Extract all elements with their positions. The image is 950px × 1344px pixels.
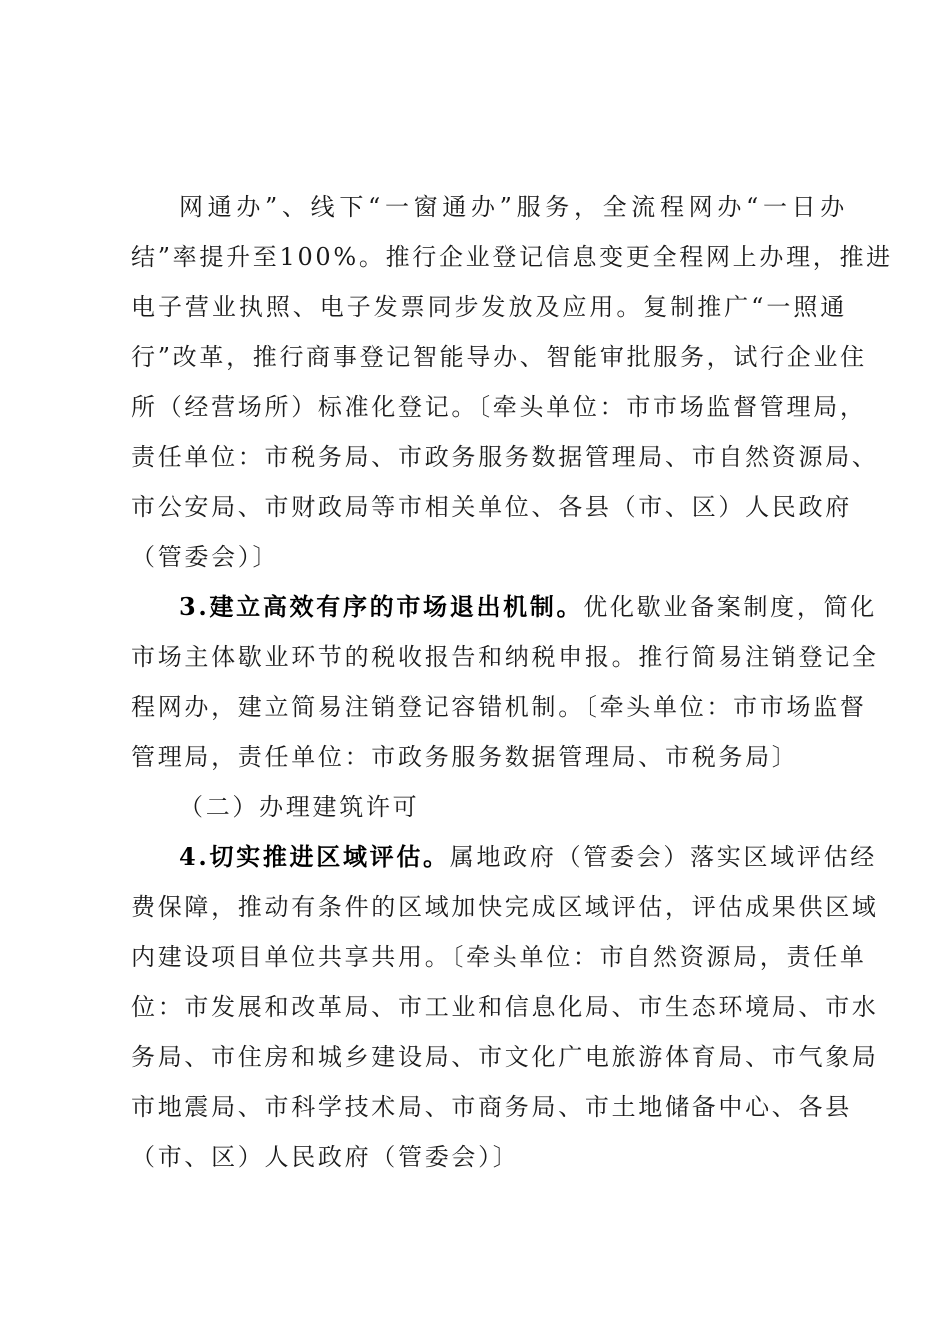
paragraph-line: 市地震局、市科学技术局、市商务局、市土地储备中心、各县 <box>131 1093 852 1121</box>
paragraph-line: 市公安局、市财政局等市相关单位、各县（市、区）人民政府 <box>131 493 852 521</box>
paragraph-line: 电子营业执照、电子发票同步发放及应用。复制推广“一照通 <box>131 293 847 321</box>
paragraph-line: 责任单位：市税务局、市政务服务数据管理局、市自然资源局、 <box>131 443 879 471</box>
paragraph-line: 管理局，责任单位：市政务服务数据管理局、市税务局〕 <box>131 743 799 771</box>
paragraph-line: 结”率提升至100%。推行企业登记信息变更全程网上办理，推进 <box>131 243 893 271</box>
item-4-first-line <box>179 837 877 877</box>
item-4-heading: 4.切实推进区域评估。 <box>179 842 450 871</box>
paragraph-line: 行”改革，推行商事登记智能导办、智能审批服务，试行企业住 <box>131 343 867 371</box>
section-title: （二）办理建筑许可 <box>179 793 420 821</box>
paragraph-line: 位：市发展和改革局、市工业和信息化局、市生态环境局、市水 <box>131 993 879 1021</box>
item-3-text: 优化歇业备案制度，简化 <box>583 593 877 621</box>
paragraph-line: （市、区）人民政府（管委会）〕 <box>131 1143 520 1171</box>
paragraph-line: （管委会）〕 <box>131 543 280 571</box>
item-3-heading: 3.建立高效有序的市场退出机制。 <box>179 592 584 621</box>
paragraph-line: 务局、市住房和城乡建设局、市文化广电旅游体育局、市气象局 <box>131 1043 879 1071</box>
paragraph-line: 网通办”、线下“一窗通办”服务，全流程网办“一日办 <box>179 193 847 221</box>
paragraph-line: 所（经营场所）标准化登记。〔牵头单位：市市场监督管理局， <box>131 393 867 421</box>
paragraph-line: 程网办，建立简易注销登记容错机制。〔牵头单位：市市场监督 <box>131 693 867 721</box>
paragraph-line: 内建设项目单位共享共用。〔牵头单位：市自然资源局，责任单 <box>131 943 867 971</box>
item-4-text: 属地政府（管委会）落实区域评估经 <box>449 843 877 871</box>
paragraph-line: 市场主体歇业环节的税收报告和纳税申报。推行简易注销登记全 <box>131 643 879 671</box>
item-3-first-line <box>179 587 877 627</box>
paragraph-line: 费保障，推动有条件的区域加快完成区域评估，评估成果供区域 <box>131 893 879 921</box>
